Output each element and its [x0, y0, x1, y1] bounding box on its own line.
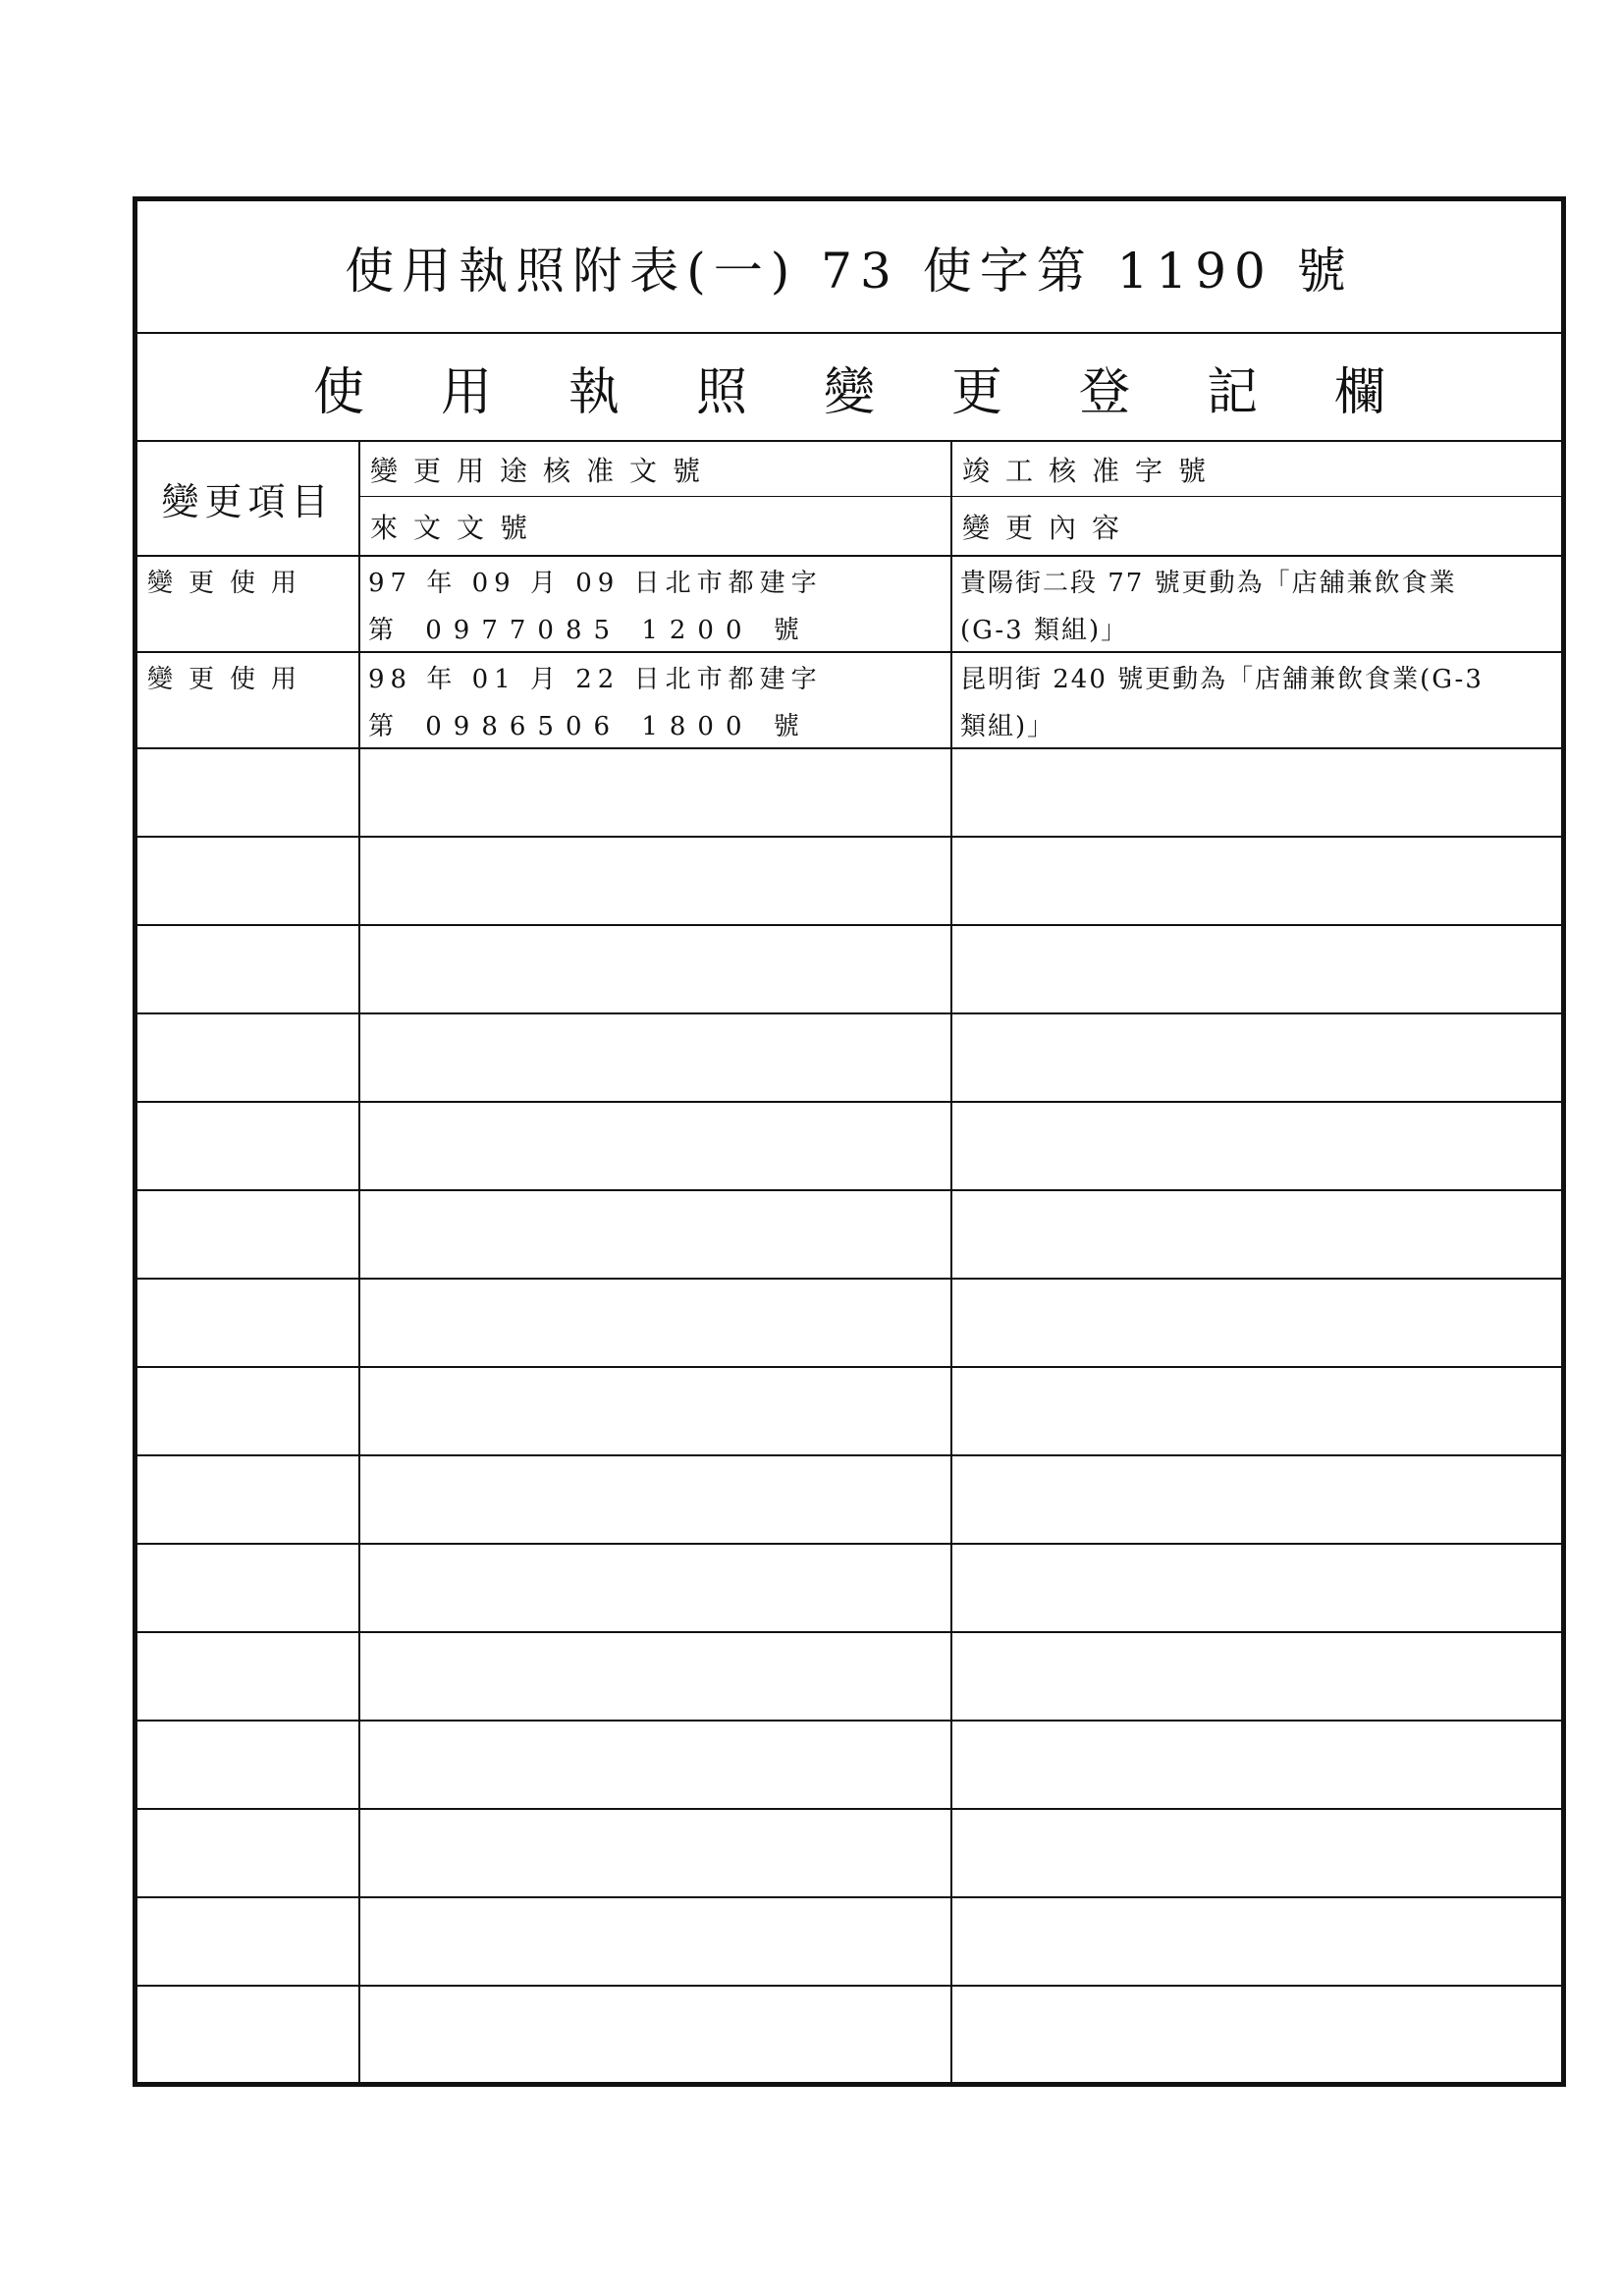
registration-table [137, 442, 1561, 2082]
row-2-content-line1: 昆明街 240 號更動為「店舖兼飲食業(G-3 [960, 664, 1484, 694]
empty-row-line [137, 924, 1561, 926]
row-1-doc-line1: 97 年 09 月 09 日北市都建字 [368, 568, 823, 598]
empty-row-line [137, 1454, 1561, 1456]
empty-row-line [137, 1012, 1561, 1014]
row-2-content-line2: 類組)」 [960, 711, 1055, 741]
document-subtitle: 使用執照變更登記欄 [312, 362, 1462, 422]
header-split-line [358, 496, 1561, 497]
empty-row-line [137, 1278, 1561, 1280]
empty-row-line [137, 1101, 1561, 1103]
subtitle-row [137, 334, 1561, 442]
header-item: 變更項目 [161, 480, 335, 523]
empty-row-line [137, 1720, 1561, 1722]
header-change-content: 變更內容 [962, 512, 1136, 544]
empty-row-line [137, 1189, 1561, 1191]
row-2-doc-line1: 98 年 01 月 22 日北市都建字 [368, 664, 823, 694]
row-1-content-line1: 貴陽街二段 77 號更動為「店舖兼飲食業 [960, 568, 1457, 598]
row-1-doc-line2: 第 0977085 1200 號 [368, 615, 811, 645]
row-1-content-line2: (G-3 類組)」 [960, 615, 1129, 645]
empty-row-line [137, 836, 1561, 838]
header-completion-no: 竣工核准字號 [962, 454, 1222, 487]
row-line [137, 747, 1561, 749]
row-2-doc-line2: 第 0986506 1800 號 [368, 711, 811, 741]
empty-row-line [137, 1366, 1561, 1368]
empty-row-line [137, 1543, 1561, 1545]
document-title: 使用執照附表(一) 73 使字第 1190 號 [345, 242, 1354, 300]
empty-row-line [137, 1808, 1561, 1810]
header-incoming-doc: 來文文號 [370, 512, 544, 544]
row-1-item: 變更使用 [147, 568, 313, 598]
header-approval-doc: 變更用途核准文號 [370, 454, 717, 487]
empty-row-line [137, 1896, 1561, 1898]
row-2-item: 變更使用 [147, 664, 313, 694]
title-row [137, 201, 1561, 334]
empty-row-line [137, 1985, 1561, 1987]
document-frame [133, 196, 1566, 2087]
empty-row-line [137, 1631, 1561, 1633]
